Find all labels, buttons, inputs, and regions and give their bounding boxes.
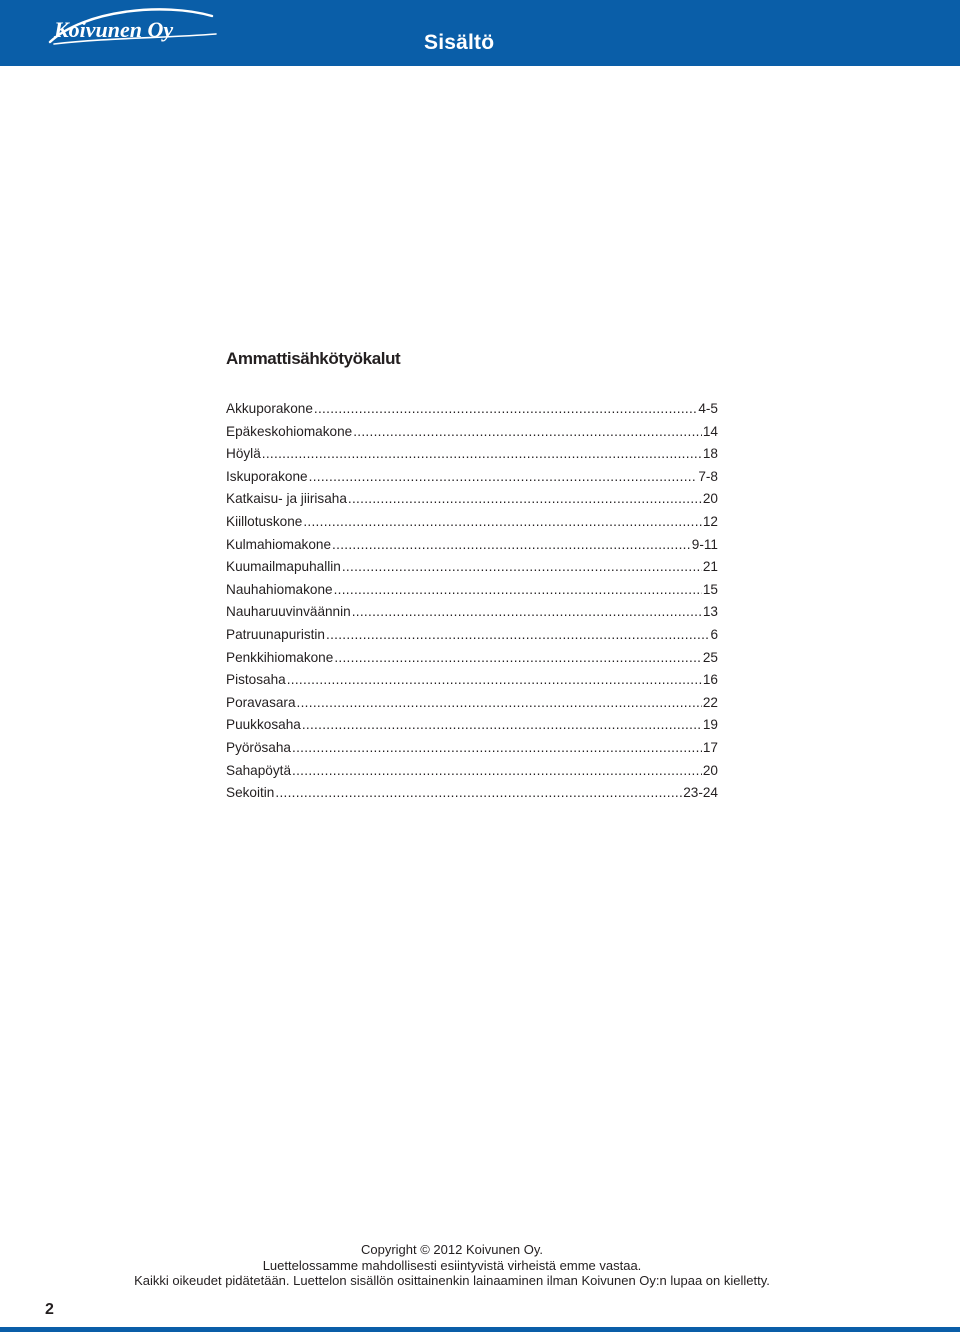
toc-item-page: 21	[702, 559, 718, 575]
toc-item[interactable]	[226, 624, 718, 647]
toc-item-page: 9-11	[691, 536, 718, 552]
toc-leader-dots	[348, 488, 702, 511]
toc-leader-dots	[352, 601, 702, 624]
toc-item-label: Iskuporakone	[226, 468, 308, 484]
toc-item-page: 25	[702, 649, 718, 665]
header-bar	[0, 0, 960, 66]
toc-leader-dots	[287, 669, 702, 692]
toc-item[interactable]	[226, 534, 718, 557]
toc-item-label: Katkaisu- ja jiirisaha	[226, 491, 347, 507]
toc-item-label: Akkuporakone	[226, 401, 313, 416]
bottom-bar	[0, 1327, 960, 1332]
toc-leader-dots	[297, 692, 702, 715]
toc-item-label: Sahapöytä	[226, 762, 292, 778]
toc-item-label: Pyörösaha	[226, 739, 291, 755]
toc-item-label: Kuumailmapuhallin	[226, 559, 341, 575]
svg-text:Koivunen Oy: Koivunen Oy	[54, 17, 174, 42]
toc-item-label: Penkkihiomakone	[226, 649, 334, 665]
toc-item-label: Nauharuuvinväännin	[226, 604, 351, 620]
company-logo	[44, 4, 224, 48]
toc-item[interactable]	[226, 692, 718, 715]
toc-leader-dots	[302, 714, 702, 737]
toc-leader-dots	[342, 556, 702, 579]
toc-item-label: Epäkeskohiomakone	[226, 423, 353, 439]
toc-item-label: Kulmahiomakone	[226, 536, 332, 552]
toc-leader-dots	[292, 760, 702, 783]
toc-item[interactable]	[226, 737, 718, 760]
toc-item-page: 17	[702, 739, 718, 755]
toc-leader-dots	[314, 398, 697, 421]
toc-item-label: Puukkosaha	[226, 717, 301, 733]
table-of-contents	[226, 398, 718, 805]
footer-disclaimer: Luettelossamme mahdollisesti esiintyvistä virheistä emme vastaa.	[262, 1257, 642, 1273]
toc-item-page: 20	[702, 762, 718, 778]
toc-item[interactable]	[226, 760, 718, 783]
toc-leader-dots	[326, 624, 709, 647]
page-title: Sisältö	[424, 31, 495, 54]
toc-item[interactable]	[226, 601, 718, 624]
toc-item-page: 19	[702, 717, 718, 733]
toc-item[interactable]	[226, 714, 718, 737]
toc-item-label: Kiillotuskone	[226, 513, 303, 529]
toc-leader-dots	[309, 466, 698, 489]
toc-leader-dots	[275, 782, 682, 805]
toc-item[interactable]	[226, 398, 718, 421]
footer-rights: Kaikki oikeudet pidätetään. Luettelon sisällön osittainenkin lainaaminen ilman Koivunen Oy:n lupaa on kielletty.	[134, 1273, 770, 1288]
page-number: 2	[45, 1301, 54, 1318]
toc-item[interactable]	[226, 669, 718, 692]
toc-item-label: Sekoitin	[226, 785, 275, 801]
section-title: Ammattisähkötyökalut	[226, 349, 401, 368]
toc-item[interactable]	[226, 466, 718, 489]
toc-item[interactable]	[226, 443, 718, 466]
toc-leader-dots	[262, 443, 702, 466]
toc-item[interactable]	[226, 556, 718, 579]
toc-leader-dots	[332, 534, 691, 557]
toc-item-page: 4-5	[698, 401, 718, 416]
toc-item-page: 12	[702, 513, 718, 529]
toc-item-page: 16	[702, 672, 718, 688]
toc-item-page: 6	[710, 626, 718, 642]
toc-item-page: 15	[702, 581, 718, 597]
toc-item-page: 22	[702, 694, 718, 710]
toc-item-page: 13	[702, 604, 718, 620]
toc-item-label: Pistosaha	[226, 672, 286, 688]
toc-leader-dots	[334, 647, 702, 670]
toc-item[interactable]	[226, 421, 718, 444]
toc-item[interactable]	[226, 511, 718, 534]
toc-leader-dots	[334, 579, 702, 602]
toc-leader-dots	[292, 737, 702, 760]
footer-copyright: Copyright © 2012 Koivunen Oy.	[360, 1242, 544, 1257]
toc-item-label: Höylä	[226, 446, 261, 462]
toc-leader-dots	[353, 421, 702, 444]
toc-item-page: 20	[702, 491, 718, 507]
toc-item-label: Nauhahiomakone	[226, 581, 333, 597]
toc-item-label: Patruunapuristin	[226, 626, 325, 642]
toc-item-label: Poravasara	[226, 694, 296, 710]
toc-item[interactable]	[226, 782, 718, 805]
toc-item-page: 7-8	[698, 468, 718, 484]
toc-item[interactable]	[226, 488, 718, 511]
toc-item[interactable]	[226, 579, 718, 602]
footer	[0, 1242, 904, 1289]
toc-item[interactable]	[226, 647, 718, 670]
toc-item-page: 18	[702, 446, 718, 462]
toc-item-page: 14	[702, 423, 718, 439]
toc-item-page: 23-24	[683, 785, 718, 801]
toc-leader-dots	[303, 511, 702, 534]
